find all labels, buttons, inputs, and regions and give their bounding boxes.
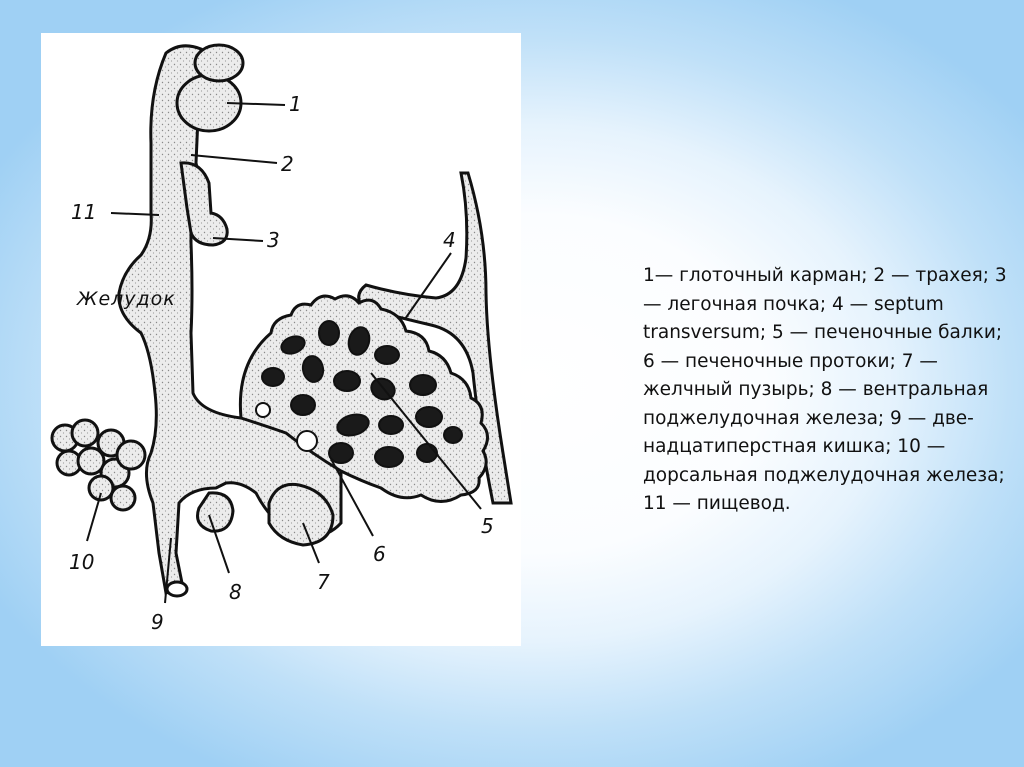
label-7: 7 (317, 570, 330, 594)
label-11: 11 (71, 200, 97, 224)
label-1: 1 (289, 92, 302, 116)
stomach-label: Желудок (77, 288, 176, 310)
label-6: 6 (373, 542, 386, 566)
label-10: 10 (69, 550, 95, 574)
label-3: 3 (267, 228, 280, 252)
embryo-gut-diagram (41, 33, 521, 646)
duodenum-end-shape (167, 582, 187, 596)
label-8: 8 (229, 580, 242, 604)
pharyngeal-pouch-upper-shape (195, 45, 243, 81)
gallbladder-lumen-shape (297, 431, 317, 451)
dorsal-pancreas-shape (52, 420, 145, 510)
label-4: 4 (443, 228, 456, 252)
label-5: 5 (481, 514, 494, 538)
label-9: 9 (151, 610, 164, 634)
figure-panel (41, 33, 521, 646)
liver-cavity-shape (256, 403, 270, 417)
label-2: 2 (281, 152, 294, 176)
legend-caption: 1— глоточный карман; 2 — трахея; 3 — легочная почка; 4 — septum transversum; 5 — печеночные балки; 6 — печеночные протоки; 7 — желчный пузырь; 8 — вентральная поджелудочная железа; 9 — две-надцатиперстная кишка; 10 — дорсальная поджелудочная железа; 11 — пищевод. (643, 265, 1007, 514)
ventral-pancreas-shape (198, 493, 234, 531)
